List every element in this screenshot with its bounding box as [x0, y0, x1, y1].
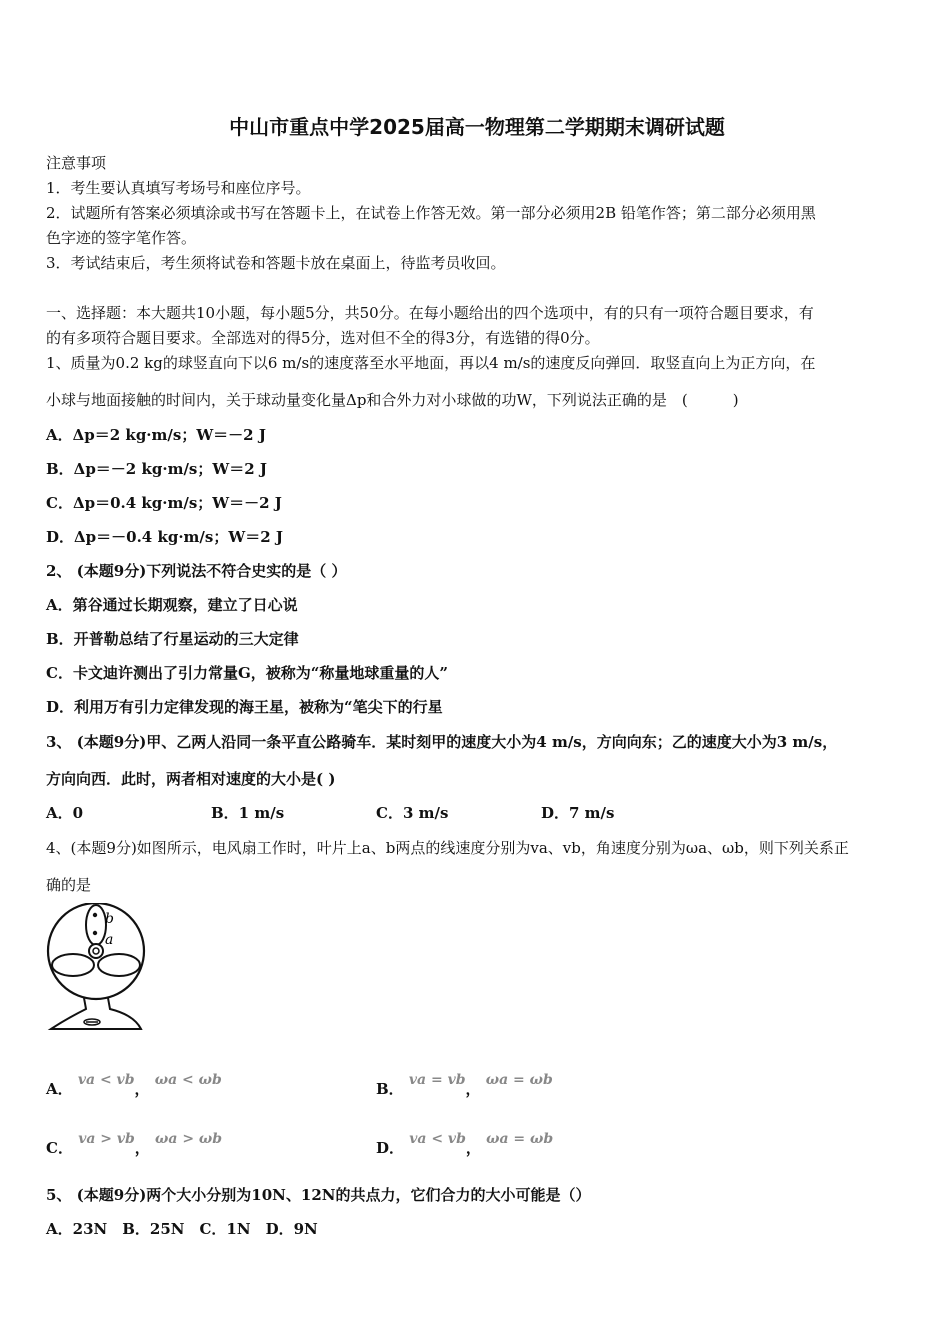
- point-b-label: b: [105, 911, 114, 927]
- notice-item: 色字迹的签字笔作答。: [46, 229, 197, 247]
- q4-option-c-letter: C．: [46, 1139, 73, 1157]
- q4-option-b-letter: B．: [376, 1080, 404, 1098]
- q2-option-a: A．第谷通过长期观察，建立了日心说: [46, 596, 298, 614]
- q4-option-d: D． va < vb， ωa = ωb: [376, 1131, 554, 1157]
- notice-item: 2．试题所有答案必须填涂或书写在答题卡上，在试卷上作答无效。第一部分必须用2B 铅笔作答；第二部分必须用黑: [46, 204, 816, 222]
- q1-stem-cont: 小球与地面接触的时间内，关于球动量变化量Δp和合外力对小球做的功W，下列说法正确的是 ( ): [46, 391, 739, 409]
- q2-option-d: D．利用万有引力定律发现的海王星，被称为“笔尖下的行星: [46, 698, 443, 716]
- q4-option-d-velocity: va < vb: [409, 1131, 466, 1147]
- q3-option-a: A．0: [46, 804, 84, 822]
- q3-option-d: D．7 m/s: [541, 804, 615, 822]
- q4-option-c-velocity: va > vb: [78, 1131, 135, 1147]
- q4-option-a-velocity: va < vb: [77, 1072, 135, 1088]
- q4-option-b: B． va = vb， ωa = ωb: [376, 1072, 553, 1098]
- q1-option-b: B．Δp＝－2 kg·m/s；W＝2 J: [46, 460, 267, 478]
- q3-option-b: B．1 m/s: [211, 804, 285, 822]
- q4-option-a-omega: ωa < ωb: [154, 1072, 222, 1088]
- q3-stem-cont: 方向向西．此时，两者相对速度的大小是( ): [46, 770, 336, 788]
- notice-heading: 注意事项: [46, 154, 107, 172]
- q3-stem: 3、 (本题9分)甲、乙两人沿同一条平直公路骑车．某时刻甲的速度大小为4 m/s，方向向东；乙的速度大小为3 m/s，: [46, 733, 838, 751]
- q2-option-c: C．卡文迪许测出了引力常量G，被称为“称量地球重量的人”: [46, 664, 449, 682]
- section-heading: 一、选择题：本大题共10小题，每小题5分，共50分。在每小题给出的四个选项中，有的只有一项符合题目要求，有: [46, 304, 814, 322]
- q5-stem: 5、 (本题9分)两个大小分别为10N、12N的共点力，它们合力的大小可能是（）: [46, 1186, 591, 1204]
- q4-option-b-omega: ωa = ωb: [485, 1072, 553, 1088]
- q4-option-a: A． va < vb， ωa < ωb: [46, 1072, 222, 1098]
- electric-fan-figure: [46, 903, 150, 1035]
- q3-option-c: C．3 m/s: [376, 804, 449, 822]
- notice-item: 1．考生要认真填写考场号和座位序号。: [46, 179, 311, 197]
- q5-options: A．23N B．25N C．1N D．9N: [46, 1220, 318, 1238]
- q4-stem-cont: 确的是: [46, 876, 92, 894]
- q1-option-d: D．Δp＝－0.4 kg·m/s；W＝2 J: [46, 528, 283, 546]
- q4-option-d-omega: ωa = ωb: [486, 1131, 554, 1147]
- q2-stem: 2、 (本题9分)下列说法不符合史实的是（ ）: [46, 562, 347, 580]
- q1-stem: 1、质量为0.2 kg的球竖直向下以6 m/s的速度落至水平地面，再以4 m/s的速度反向弹回．取竖直向上为正方向，在: [46, 354, 816, 372]
- point-a-label: a: [105, 932, 114, 948]
- q4-option-d-letter: D．: [376, 1139, 405, 1157]
- page-title: 中山市重点中学2025届高一物理第二学期期末调研试题: [229, 115, 725, 139]
- q4-option-c: C． va > vb， ωa > ωb: [46, 1131, 223, 1157]
- q4-option-c-omega: ωa > ωb: [155, 1131, 223, 1147]
- q4-stem: 4、(本题9分)如图所示，电风扇工作时，叶片上a、b两点的线速度分别为va、vb，角速度分别为ωa、ωb，则下列关系正: [46, 839, 849, 857]
- q4-option-b-velocity: va = vb: [408, 1072, 466, 1088]
- q1-option-a: A．Δp＝2 kg·m/s；W＝－2 J: [46, 426, 266, 444]
- q1-option-c: C．Δp＝0.4 kg·m/s；W＝－2 J: [46, 494, 282, 512]
- q2-option-b: B．开普勒总结了行星运动的三大定律: [46, 630, 299, 648]
- section-heading-cont: 的有多项符合题目要求。全部选对的得5分，选对但不全的得3分，有选错的得0分。: [46, 329, 600, 347]
- notice-item: 3．考试结束后，考生须将试卷和答题卡放在桌面上，待监考员收回。: [46, 254, 506, 272]
- q4-option-a-letter: A．: [46, 1080, 73, 1098]
